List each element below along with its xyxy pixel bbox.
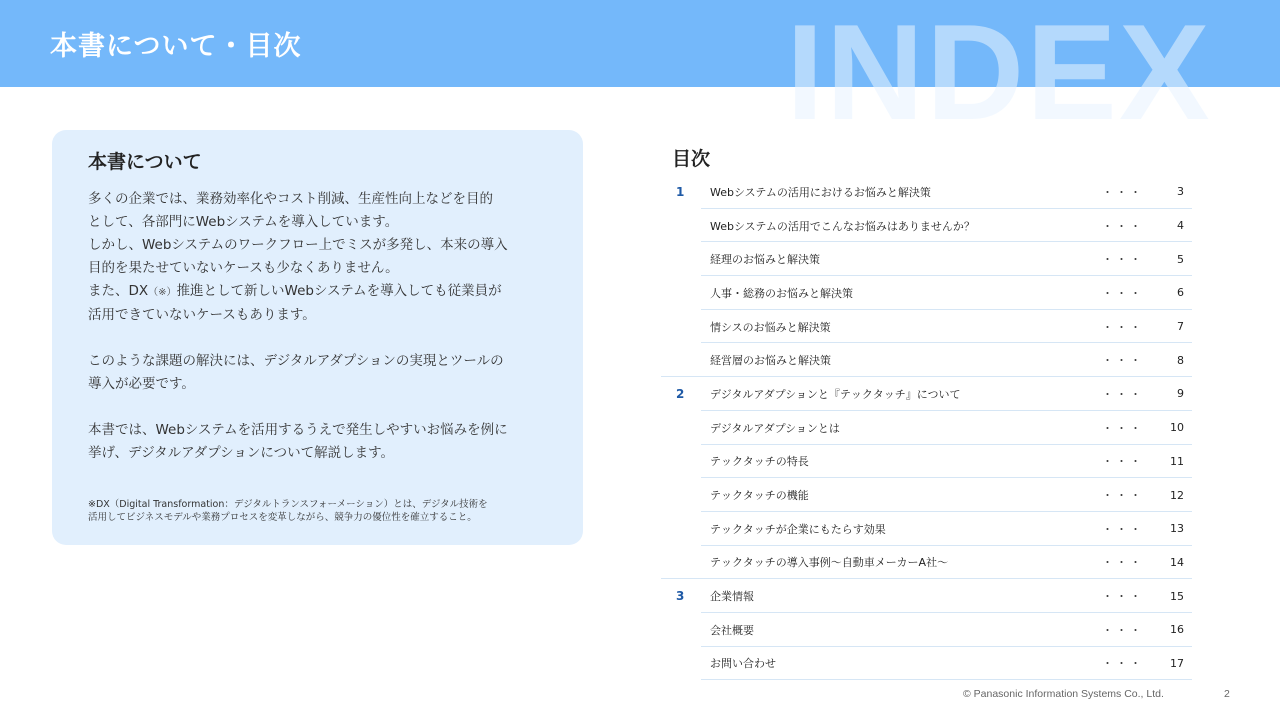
toc-row[interactable] (661, 276, 1192, 310)
toc-label: 経営層のお悩みと解決策 (710, 354, 831, 368)
toc-row[interactable] (661, 478, 1192, 512)
footnote-line: 活用してビジネスモデルや業務プロセスを変革しながら、競争力の優位性を確立すること。 (88, 512, 477, 523)
toc-dots: ・・・ (1102, 522, 1144, 536)
toc-title: 目次 (672, 148, 711, 170)
toc-label: 会社概要 (710, 623, 754, 637)
toc-label: お問い合わせ (710, 657, 776, 671)
toc-row[interactable] (661, 343, 1192, 377)
toc-section-number: 1 (676, 184, 685, 199)
toc-row[interactable] (661, 613, 1192, 647)
toc-page-number: 6 (1177, 286, 1184, 300)
toc-dots: ・・・ (1102, 455, 1144, 469)
toc-label: テックタッチの機能 (710, 489, 809, 503)
toc-dots: ・・・ (1102, 185, 1144, 199)
toc-label: 経理のお悩みと解決策 (710, 253, 820, 267)
toc-label: Webシステムの活用でこんなお悩みはありませんか？ (710, 219, 975, 233)
toc-row[interactable] (661, 445, 1192, 479)
about-body (88, 188, 558, 465)
toc-dots: ・・・ (1102, 489, 1144, 503)
toc-list (661, 175, 1192, 680)
toc-label: デジタルアダプションと『テックタッチ』について (710, 387, 961, 401)
toc-page-number: 15 (1170, 589, 1184, 603)
toc-page-number: 16 (1170, 623, 1184, 637)
toc-row[interactable] (661, 512, 1192, 546)
toc-page-number: 5 (1177, 252, 1184, 266)
about-title: 本書について (88, 151, 202, 173)
toc-dots: ・・・ (1102, 623, 1144, 637)
toc-row[interactable] (661, 579, 1192, 613)
toc-row[interactable] (661, 647, 1192, 681)
dx-suffix: 推進として新しいWebシステムを導入しても従業員が (176, 283, 502, 299)
toc-section-number: 3 (676, 589, 685, 604)
toc-row[interactable] (661, 377, 1192, 411)
about-line: このような課題の解決には、デジタルアダプションの実現とツールの (88, 353, 504, 369)
toc-dots: ・・・ (1102, 590, 1144, 604)
toc-label: Webシステムの活用におけるお悩みと解決策 (710, 185, 931, 199)
toc-dots: ・・・ (1102, 421, 1144, 435)
toc-label: テックタッチの導入事例～自動車メーカーA社～ (710, 556, 949, 570)
toc-page-number: 11 (1170, 454, 1184, 468)
page-title: 本書について・目次 (50, 31, 302, 62)
about-line: 本書では、Webシステムを活用するうえで発生しやすいお悩みを例に (88, 422, 508, 438)
toc-row[interactable] (661, 242, 1192, 276)
toc-label: テックタッチの特長 (710, 455, 809, 469)
header-bar (0, 0, 1280, 87)
dx-footnote (88, 498, 558, 524)
footnote-line: ※DX（Digital Transformation：デジタルトランスフォーメーション）とは、デジタル技術を (88, 499, 488, 510)
about-line: 挙げ、デジタルアダプションについて解説します。 (88, 445, 395, 461)
about-line: 活用できていないケースもあります。 (88, 307, 316, 323)
dx-note-mark: （※） (148, 287, 177, 298)
about-panel (52, 130, 583, 545)
toc-row[interactable] (661, 175, 1192, 209)
toc-page-number: 3 (1177, 185, 1184, 199)
toc-dots: ・・・ (1102, 286, 1144, 300)
about-line: 導入が必要です。 (88, 376, 195, 392)
toc-page-number: 17 (1170, 656, 1184, 670)
toc-page-number: 9 (1177, 387, 1184, 401)
toc-label: 企業情報 (710, 590, 754, 604)
toc-page-number: 13 (1170, 522, 1184, 536)
toc-dots: ・・・ (1102, 219, 1144, 233)
about-line: として、各部門にWebシステムを導入しています。 (88, 214, 399, 230)
toc-dots: ・・・ (1102, 657, 1144, 671)
slide-page-number: 2 (1224, 688, 1230, 700)
toc-page-number: 12 (1170, 488, 1184, 502)
toc-page-number: 14 (1170, 555, 1184, 569)
index-watermark: INDEX (786, 0, 1212, 148)
toc-page-number: 8 (1177, 353, 1184, 367)
toc-label: テックタッチが企業にもたらす効果 (710, 522, 886, 536)
dx-prefix: また、DX (88, 283, 149, 299)
about-line: 目的を果たせていないケースも少なくありません。 (88, 260, 399, 276)
toc-page-number: 10 (1170, 421, 1184, 435)
about-line: しかし、Webシステムのワークフロー上でミスが多発し、本来の導入 (88, 237, 508, 253)
toc-page-number: 4 (1177, 219, 1184, 233)
toc-dots: ・・・ (1102, 387, 1144, 401)
toc-row[interactable] (661, 411, 1192, 445)
toc-dots: ・・・ (1102, 354, 1144, 368)
toc-label: 情シスのお悩みと解決策 (710, 320, 831, 334)
toc-row[interactable] (661, 209, 1192, 243)
copyright-text: © Panasonic Information Systems Co., Ltd. (963, 688, 1164, 700)
about-line-dx (88, 280, 558, 304)
toc-dots: ・・・ (1102, 253, 1144, 267)
toc-label: デジタルアダプションとは (710, 421, 840, 435)
toc-dots: ・・・ (1102, 320, 1144, 334)
toc-row[interactable] (661, 546, 1192, 580)
toc-row[interactable] (661, 310, 1192, 344)
toc-label: 人事・総務のお悩みと解決策 (710, 286, 853, 300)
toc-dots: ・・・ (1102, 556, 1144, 570)
about-line: 多くの企業では、業務効率化やコスト削減、生産性向上などを目的 (88, 191, 493, 207)
toc-section-number: 2 (676, 386, 685, 401)
toc-page-number: 7 (1177, 320, 1184, 334)
